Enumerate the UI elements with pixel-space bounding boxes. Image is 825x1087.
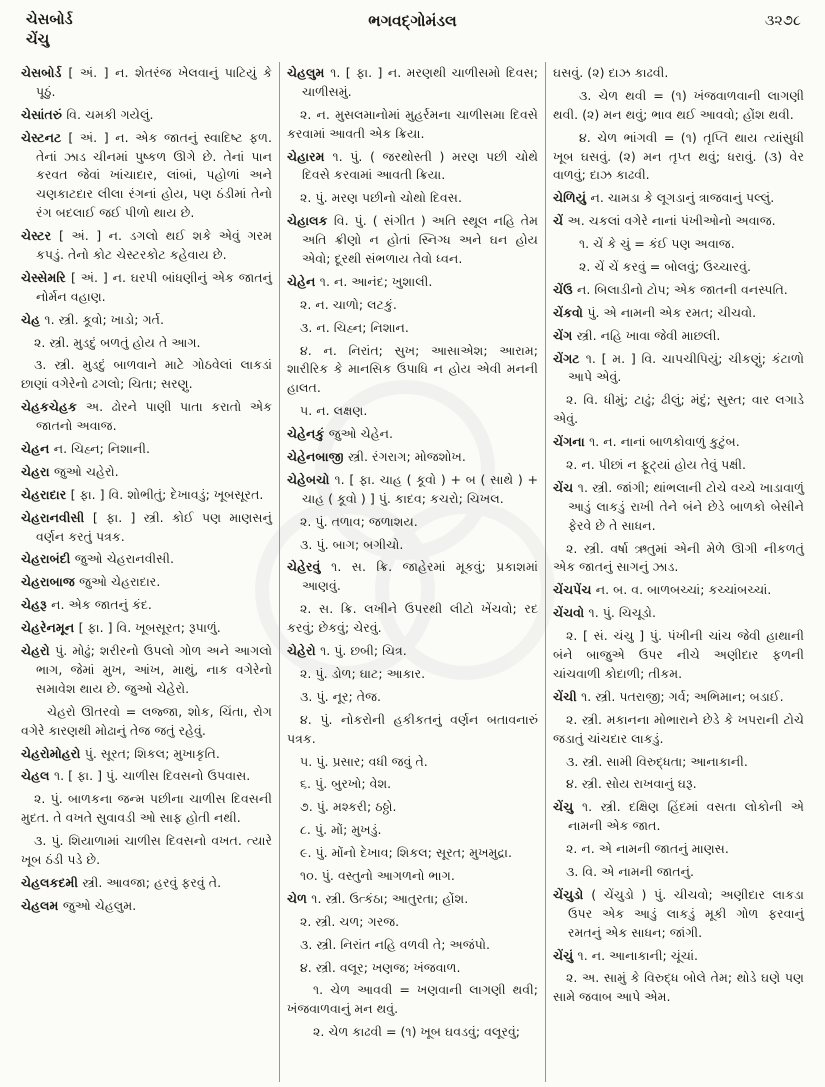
headword: ચેહલકદમી xyxy=(21,874,83,890)
dict-sense-paragraph: ૭. પું. મશ્કરી; ઠઠ્ઠો. xyxy=(300,799,397,815)
dict-entry-paragraph: ચેંચ ૧. સ્ત્રી. જાંગી; થાંભલાની ટોચે વચ્ચે ખાડાવાળું આડું લાકડું રાખી તેને બંને છેડે બાળકો બેસીને ફેરવે છે તે સાધન. xyxy=(553,479,804,533)
dict-sense-paragraph: ૨. સ. ક્રિ. લખીને ઉપરથી લીટો ખેંચવો; રદ કરવું; છેકવું; ચેરવું. xyxy=(287,601,538,636)
headword: ચેહરાનવીસી xyxy=(21,509,93,525)
headword: ચેહકચેહક xyxy=(21,399,86,415)
dict-entry-paragraph: ચેંઉ ન. બિલાડીનો ટોપ; એક જાતની વનસ્પતિ. xyxy=(553,281,788,297)
dict-entry-paragraph: ચેસ્ટનટ [ અં. ] ન. એક જાતનું સ્વાદિષ્ટ ફળ. તેનાં ઝાડ ચીનમાં પુષ્કળ ઊગે છે. તેનાં પાન કરવત જેવાં ખાંચાદાર, લાંબાં, પહોળાં અને ચણકાટદાર લીલા રંગનાં હોય, પણ ઠંડીમાં તેનો રંગ બદલાઈ જઈ પીળો થાય છે. xyxy=(21,129,272,221)
dict-sense-paragraph: ૨. ન. ચાળો; લટકું. xyxy=(300,296,397,312)
dict-sense-paragraph: ૪. સ્ત્રી. સોય રાખવાનું ઘરૂ. xyxy=(566,776,697,792)
dict-entry-paragraph: ચેળ ૧. સ્ત્રી. ઉત્કંઠા; આતુરતા; હોંશ. xyxy=(287,890,469,906)
dict-entry-paragraph: ચેહરા જુઓ ચહેરો. xyxy=(21,463,119,479)
headword: ચેળિયું xyxy=(553,190,591,206)
dict-entry-paragraph: ચેંચપેંચ ન. બ. વ. બાળબચ્ચાં; કચ્ચાંબચ્ચાં. xyxy=(553,582,772,598)
dict-entry-paragraph: ચેસાંતરું વિ. ચમકી ગયેલું. xyxy=(21,106,154,122)
dict-sense-paragraph: ૪. સ્ત્રી. વલૂર; ખણજ; ખંજવાળ. xyxy=(300,959,461,975)
dict-entry-paragraph: ચેહન ન. ચિહ્ન; નિશાની. xyxy=(21,441,150,457)
headword: ચેહ xyxy=(21,311,45,327)
dict-sense-paragraph: ૨. પું. મરણ પછીનો ચોથો દિવસ. xyxy=(300,190,462,206)
dict-entry-paragraph: ચેહકચેહક અ. ઢોરને પાણી પાતા કરાતો એક જાતનો અવાજ. xyxy=(21,399,272,434)
dict-entry-paragraph: ચેહરેનમૂન [ ફા. ] વિ. ખૂબસૂરત; રૂપાળું. xyxy=(21,620,221,636)
headword: ચેહેનકું xyxy=(287,426,329,442)
dict-entry-paragraph: ચેં અ. ચકલાં વગેરે નાનાં પંખીઓનો અવાજ. xyxy=(553,213,776,229)
dict-sense-paragraph: ૨. સ્ત્રી. ચળ; ગરજ. xyxy=(300,913,400,929)
dict-sense-paragraph: ૨. સ્ત્રી. મુડદું બળતું હોય તે આગ. xyxy=(34,334,201,350)
dict-entry-paragraph: ચેહલ ૧. [ ફા. ] પું. ચાળીસ દિવસનો ઉપવાસ. xyxy=(21,768,251,784)
dict-idiom-paragraph: ૧. ચેં કે ચું = કંઈ પણ અવાજ. xyxy=(579,236,735,252)
dict-entry-paragraph: ચેંચવો ૧. પું. ચિચૂડો. xyxy=(553,605,656,621)
headword: ચેંકવો xyxy=(553,304,588,320)
dict-entry-paragraph: ચેહેરો ૧. પું. છબી; ચિત્ર. xyxy=(287,643,407,659)
dict-entry-paragraph: ચેહારમ ૧. પું. ( જરથોસ્તી ) મરણ પછી ચોથે દિવસે કરવામાં આવતી ક્રિયા. xyxy=(287,148,538,183)
headword: ચેસ્ટર xyxy=(21,228,60,244)
headword: ચેં xyxy=(553,213,568,229)
dict-entry-paragraph: ચેંચુ ૧. સ્ત્રી. દક્ષિણ હિંદમાં વસતા લોકોની એ નામની એક જાત. xyxy=(553,799,804,834)
headword: ચેહેન xyxy=(287,273,320,289)
dict-sense-paragraph: ૨. સ્ત્રી. મકાનના મોભારાને છેડે કે ખપરાની ટોચે જડાતું ચાંચદાર લાકડું. xyxy=(553,711,804,746)
dict-sense-paragraph: ૩. પું. નૂર; તેજ. xyxy=(300,688,381,704)
headword: ચેળ xyxy=(287,890,312,906)
dict-sense-paragraph: ૨. વિ. ધીમું; ટાઢું; ઢીલું; મંદું; સુસ્ત; વાર લગાડે એવું. xyxy=(553,392,804,427)
dict-entry-paragraph: ચેહરાબંદી જુઓ ચેહરાનવીસી. xyxy=(21,551,174,567)
dict-entry-paragraph: ચેહાલક વિ. પું. ( સંગીત ) અતિ સ્થૂલ નહિ તેમ અતિ ક્રીણો ન હોતાં સ્નિગ્ધ અને ઘન હોય એવો; દૂરથી સંભળાય તેવો ધ્વન. xyxy=(287,213,539,267)
dict-sense-paragraph: ૨. ન. મુસલમાનોમાં મુહર્રમના ચાળીસમા દિવસે કરવામાં આવતી એક ક્રિયા. xyxy=(287,106,538,141)
book-title: ભગવદ્ગોમંડલ xyxy=(368,12,457,30)
headword: ચેંચુડો xyxy=(553,886,592,902)
dict-sense-paragraph: ૨. અ. સામું કે વિરુદ્ધ બોલે તેમ; થોડે ઘણે પણ સામે જવાબ આપે એમ. xyxy=(553,970,804,1005)
dict-sense-paragraph: ૪. ન. નિરાંત; સુખ; આસાએશ; આરામ; શારીરિક કે માનસિક ઉપાધિ ન હોય એવી મનની હાલત. xyxy=(287,342,538,396)
headword: ચેહલમ xyxy=(21,897,63,913)
headword: ચેસ્સેમરિ xyxy=(21,269,71,285)
dict-entry-paragraph: ચેહરો પું. મોઢું; શરીરનો ઉપલો ગોળ અને આગલો ભાગ, જેમાં મુખ, આંખ, માથું, નાક વગેરેનો સમાવેશ થાય છે. જુઓ ચેહેરો. xyxy=(21,643,272,696)
dict-sense-paragraph: ૨. પું. બાળકના જન્મ પછીના ચાળીસ દિવસની મુદત. તે વખતે સુવાવડી ઓ સાફ હોતી નથી. xyxy=(21,791,272,826)
dict-entry-paragraph: ચેહેનકું જુઓ ચેહેન. xyxy=(287,426,394,442)
headword: ચેહાલક xyxy=(287,213,334,229)
dict-idiom-paragraph: ૨. ચેળ કાઢવી = (૧) ખૂબ ઘવડવું; વલૂરવું; xyxy=(313,1024,521,1040)
headword: ચેંચુ xyxy=(553,799,582,815)
dict-sense-paragraph: ૩. સ્ત્રી. મુડદું બાળવાને માટે ગોઠવેલાં લાકડાં છાણાં વગેરેનો ઢગલો; ચિતા; સરણુ. xyxy=(21,357,272,392)
dict-entry-paragraph: ચેહરૂ ન. એક જાતનું કંદ. xyxy=(21,597,152,613)
dict-entry-paragraph: ચેસ્ટર [ અં. ] ન. ડગલો થઈ શકે એવું ગરમ કપડું. તેનો કોટ ચેસ્ટરકોટ કહેવાય છે. xyxy=(21,228,272,263)
dict-sense-paragraph: ૩. પું. બાગ; બગીચો. xyxy=(300,536,404,552)
dict-sense-paragraph: ૨. સ્ત્રી. વર્ષા ઋતુમાં એની મેળે ઊગી નીકળતું એક જાતનું સાગનું ઝાડ. xyxy=(553,540,804,575)
dict-entry-paragraph: ચેહેબચો ૧. [ ફા. ચાહ ( કૂવો ) + બ ( સાથે ) + ચાહ ( કૂવો ) ] પું. કાદવ; કચરો; ચિખલ. xyxy=(287,471,539,506)
dict-entry-paragraph: ચેહલકદમી સ્ત્રી. આવજા; હરવું ફરવું તે. xyxy=(21,874,222,890)
dict-idiom-paragraph: ૪. ચેળ ભાંગવી = (૧) તૃપ્તિ થાય ત્યાંસુધી ખૂબ ઘસવું. (૨) મન તૃપ્ત થવું; ધરાવું. (૩) વેર વાળવું; દાઝ કાઢવી. xyxy=(553,129,804,183)
dict-entry-paragraph: ચેહલમ જુઓ ચેહલુમ. xyxy=(21,897,137,913)
headword: ચેહરો xyxy=(21,643,56,659)
dict-sense-paragraph: ૩. સ્ત્રી. સામી વિરુદ્ધતા; આનાકાની. xyxy=(566,753,748,769)
page-header xyxy=(14,10,811,62)
headword: ચેહરાબાજ xyxy=(21,574,80,590)
headword: ચેહલુમ xyxy=(287,65,331,80)
dict-sense-paragraph: ૬. પું. બુરખો; વેશ. xyxy=(300,776,392,792)
headword: ચેંચું xyxy=(553,947,578,963)
dict-entry-paragraph: ચેહેરવું ૧. સ. ક્રિ. જાહેરમાં મૂકવું; પ્રકાશમાં આણવું. xyxy=(287,559,538,594)
dict-idiom-paragraph: ૩. ચેળ થવી = (૧) ખંજવાળવાની લાગણી થવી. (૨) મન થવું; ભાવ થઈ આવવો; હોંશ થવી. xyxy=(553,87,804,122)
dict-entry-paragraph: ચેહરાદાર [ ફા. ] વિ. શોભીતું; દેખાવડું; ખૂબસૂરત. xyxy=(21,486,264,502)
page-number: ૩૨૭૮ xyxy=(764,13,801,29)
dict-entry-paragraph: ચેંગટ ૧. [ મ. ] વિ. ચાપચીપિયું; ચીકણું; કંટાળો આપે એવું. xyxy=(553,350,804,385)
headword: ચેહરાદાર xyxy=(21,486,71,502)
headword: ચેસ્ટનટ xyxy=(21,129,69,145)
dict-sense-paragraph: ૫. ન. લક્ષણ. xyxy=(300,403,368,419)
dict-entry-paragraph: ચેહરોમોહરો પું. સૂરત; શિકલ; મુખાકૃતિ. xyxy=(21,745,220,761)
dictionary-column-2 xyxy=(279,62,545,1082)
dict-entry-paragraph: ચેહરાબાજ જુઓ ચેહરાદાર. xyxy=(21,574,161,590)
headword: ચેંચ xyxy=(553,479,578,495)
dict-sense-paragraph: ૨. પું. તળાવ; જળાશય. xyxy=(300,513,418,529)
dict-entry-paragraph: ચેંચું ૧. ન. આનાકાની; ચૂંચાં. xyxy=(553,947,699,963)
dict-sense-paragraph: ૩. સ્ત્રી. નિરાંત નહિ વળવી તે; અજંપો. xyxy=(300,936,491,952)
dict-entry-paragraph: ચેંચુડો ( ચેંચુડો ) પું. ચીચવો; અણીદાર લાકડા ઉપર એક આડું લાકડું મૂકી ગોળ ફરવાનું રમતનું એક સાધન; જાંગી. xyxy=(553,886,804,940)
dict-idiom-paragraph: ૨. ચેં ચેં કરવું = બોલવું; ઉચ્ચારવું. xyxy=(579,259,752,275)
dict-entry-paragraph: ચેહરાનવીસી [ ફા. ] સ્ત્રી. કોઈ પણ માણસનું વર્ણન કરતું પત્રક. xyxy=(21,509,272,544)
headword: ચેંચી xyxy=(553,688,582,704)
first-headword: ચેસબોર્ડ xyxy=(26,12,73,28)
dict-sense-paragraph: ૯. પું. મોંનો દેખાવ; શિકલ; સૂરત; મુખમુદ્રા. xyxy=(300,845,512,861)
headword: ચેસબોર્ડ xyxy=(21,65,69,80)
headword: ચેહેરો xyxy=(287,643,321,659)
headword: ચેહારમ xyxy=(287,148,333,164)
dict-idiom-paragraph: ૧. ચેળ આવવી = ખણવાની લાગણી થવી; ખંજવાળવાનું મન થવું. xyxy=(287,982,538,1017)
headword: ચેહરા xyxy=(21,463,55,479)
dict-entry-paragraph: ચેસબોર્ડ [ અં. ] ન. શેતરંજ ખેલવાનું પાટિયું કે પૂઠું. xyxy=(21,65,272,99)
dict-entry-paragraph: ચેળિયું ન. ચામડા કે લૂગડાનું ત્રાજવાનું પલ્લું. xyxy=(553,190,775,206)
headword: ચેહલ xyxy=(21,768,54,784)
dict-entry-paragraph: ચેહ ૧. સ્ત્રી. કૂવો; ખાડો; ગર્ત. xyxy=(21,311,165,327)
dict-entry-paragraph: ચેસ્સેમરિ [ અં. ] ન. ઘરપી બાંધણીનું એક જાતનું નોર્મન વહાણ. xyxy=(21,269,272,304)
headword: ચેહન xyxy=(21,441,54,457)
columns-container xyxy=(14,62,811,1082)
headword: ચેંગના xyxy=(553,434,590,450)
dict-sense-paragraph: ૨. પું. ડોળ; ઘાટ; આકાર. xyxy=(300,665,426,681)
dict-sense-paragraph: ૨. ન. પીછાં ન ફૂટ્યાં હોય તેવું પક્ષી. xyxy=(566,457,747,473)
headword: ચેહરોમોહરો xyxy=(21,745,85,761)
dict-sense-paragraph: ૩. પું. શિયાળામાં ચાળીસ દિવસનો વખત. ત્યારે ખૂબ ઠંડી પડે છે. xyxy=(21,833,272,867)
dict-entry-paragraph: ચેંગના ૧. ન. નાનાં બાળકોવાળું કુટુંબ. xyxy=(553,434,740,450)
dict-entry-paragraph: ચેંચી ૧. સ્ત્રી. પતરાજી; ગર્વ; અભિમાન; બડાઈ. xyxy=(553,688,784,704)
dict-sense-paragraph: ૩. વિ. એ નામની જાતનું. xyxy=(566,863,695,879)
headword: ચેંચવો xyxy=(553,605,589,621)
headword: ચેહેનબાજી xyxy=(287,449,348,465)
dict-sense-paragraph: ૩. ન. ચિહ્ન; નિશાન. xyxy=(300,319,409,335)
headword: ચેંચપેંચ xyxy=(553,582,596,598)
dictionary-column-3 xyxy=(545,62,811,1082)
dict-cont-paragraph: ઘસવું. (૨) દાઝ કાઢવી. xyxy=(553,65,669,80)
headword: ચેહરૂ xyxy=(21,597,52,613)
headword: ચેંગ xyxy=(553,327,577,343)
headword: ચેહેબચો xyxy=(287,471,335,487)
dict-sense-paragraph: ૧૦. પું. વસ્તુનો આગળનો ભાગ. xyxy=(300,867,455,883)
headword: ચેહરાબંદી xyxy=(21,551,75,567)
dict-entry-paragraph: ચેંગ સ્ત્રી. નહિ ખાવા જેવી માછલી. xyxy=(553,327,721,343)
dict-sense-paragraph: ૪. પું. નોકરોની હકીકતનું વર્ણન બતાવનારું પત્રક. xyxy=(287,711,538,746)
dict-entry-paragraph: ચેંકવો પું. એ નામની એક રમત; ચીચવો. xyxy=(553,304,757,320)
dict-sense-paragraph: ૮. પું. મોં; મુખડું. xyxy=(300,822,382,838)
headword: ચેંઉ xyxy=(553,281,577,297)
dict-entry-paragraph: ચેહલુમ ૧. [ ફા. ] ન. મરણથી ચાળીસમો દિવસ; ચાળીસમું. xyxy=(287,65,539,99)
dict-idiom-paragraph: ચેહરો ઊતરવો = લજ્જા, શોક, ચિંતા, રોગ વગેરે કારણથી મોઢાનું તેજ જતું રહેવું. xyxy=(21,703,272,738)
dict-sense-paragraph: ૨. ન. એ નામની જાતનું માણસ. xyxy=(566,841,729,857)
headword: ચેહેરવું xyxy=(287,559,332,575)
dict-sense-paragraph: ૫. પું. પ્રસાર; વધી જવું તે. xyxy=(300,753,428,769)
headword: ચેંગટ xyxy=(553,350,586,366)
dict-entry-paragraph: ચેહેનબાજી સ્ત્રી. રંગરાગ; મોજશોખ. xyxy=(287,449,466,465)
dict-sense-paragraph: ૨. [ સં. ચંચુ ] પું. પંખીની ચાંચ જેવી હાથાની બંને બાજુએ ઉપર નીચે અણીદાર ફળની ચાંચવાળી કોદાળી; તીકમ. xyxy=(553,628,804,681)
headword: ચેસાંતરું xyxy=(21,106,67,122)
last-headword: ચેંચુ xyxy=(26,32,50,48)
dictionary-column-1 xyxy=(14,62,279,1082)
dict-entry-paragraph: ચેહેન ૧. ન. આનંદ; ખુશાલી. xyxy=(287,273,433,289)
headword: ચેહરેનમૂન xyxy=(21,620,79,636)
